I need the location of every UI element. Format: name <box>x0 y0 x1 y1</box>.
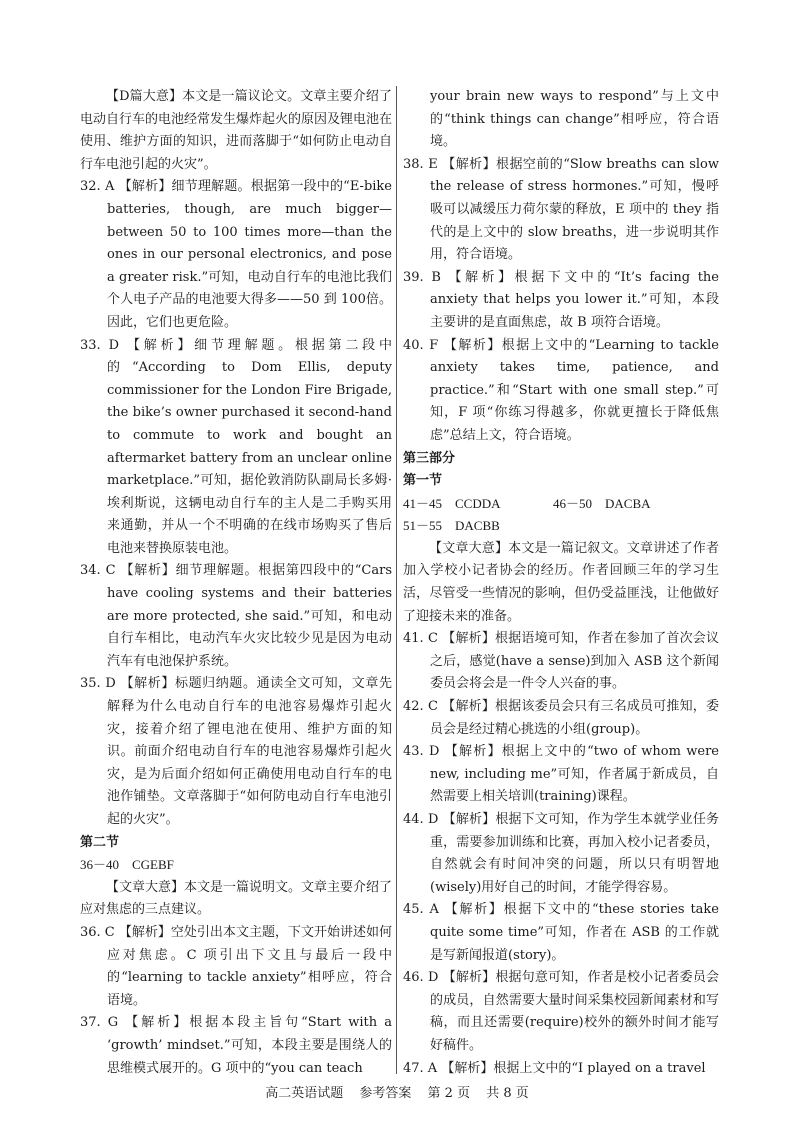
answer-41: 41. C 【解析】根据语境可知，作者在参加了首次会议之后，感觉(have a sense)到加入 ASB 这个新闻委员会将会是一件令人兴奋的事。 <box>403 631 719 692</box>
answer-42: 42. C 【解析】根据该委员会只有三名成员可推知，委员会是经过精心挑选的小组(group)。 <box>403 699 719 737</box>
answer-37: 37. G 【解析】根据本段主旨句“Start with a ‘growth’ mindset.”可知，本段主要是围绕人的思维模式展开的。G 项中的“you can teach <box>80 1015 392 1076</box>
answer-34: 34. C 【解析】细节理解题。根据第四段中的“Cars have cooling systems and their batteries are more protected, she said.”可知，和电动自行车相比，电动汽车火灾比较少见是因为电动汽车有电池保护系统。 <box>80 563 392 669</box>
answer-45: 45. A 【解析】根据下文中的“these stories take quite some time”可知，作者在 ASB 的工作就是写新闻报道(story)。 <box>403 902 719 963</box>
section-2-heading: 第二节 <box>80 834 120 850</box>
answer-38: 38. E 【解析】根据空前的“Slow breaths can slow the release of stress hormones.”可知，慢呼吸可以减缓压力荷尔蒙的释放，E 项中的 they 指代的是上文中的 slow breaths，进一步说明其作用，符合语境。 <box>403 156 719 263</box>
answer-37-continued: your brain new ways to respond”与上文中的“think things can change”相呼应，符合语境。 <box>430 89 719 150</box>
footer-total-pages: 共 8 页 <box>486 1086 529 1101</box>
column-divider <box>396 86 397 1074</box>
part-3-heading: 第三部分 <box>403 450 456 466</box>
passage-d-summary: 【D篇大意】本文是一篇议论文。文章主要介绍了电动自行车的电池经常发生爆炸起火的原因及锂电池在使用、维护方面的知识，进而落脚于“如何防止电动自行车电池引起的火灾”。 <box>80 89 393 172</box>
answer-key-46-50: 46－50 DACBA <box>553 495 651 511</box>
answer-47: 47. A 【解析】根据上文中的“I played on a travel <box>403 1060 706 1076</box>
left-column <box>80 86 392 1080</box>
answer-key-51-55: 51－55 DACBB <box>403 518 500 534</box>
answer-32: 32. A 【解析】细节理解题。根据第一段中的“E-bike batteries, though, are much bigger—between 50 to 100 times more—than the ones in our personal electronics, and pose a greater risk.”可知，电动自行车的电池比我们个人电子产品的电池要大得多——50 到 100倍。因此，它们也更危险。 <box>80 179 392 330</box>
answer-key-36-40: 36－40 CGEBF <box>80 857 174 873</box>
answer-39: 39. B 【解析】根据下文中的“It’s facing the anxiety that helps you lower it.”可知，本段主要讲的是直面焦虑，故 B 项符合语境。 <box>403 269 719 330</box>
answer-key-41-45: 41－45 CCDDA <box>403 495 501 511</box>
answer-35: 35. D 【解析】标题归纳题。通读全文可知，文章先解释为什么电动自行车的电池容易爆炸引起火灾，接着介绍了锂电池在使用、维护方面的知识。前面介绍电动自行车的电池容易爆炸引起火灾，是为后面介绍如何正确使用电动自行车的电池作铺垫。文章落脚于“如何防电动自行车电池引起的火灾”。 <box>80 676 392 827</box>
answer-40: 40. F 【解析】根据上文中的“Learning to tackle anxiety takes time, patience, and practice.”和“Start with one small step.”可知，F 项“你练习得越多，你就更擅长于降低焦虑”总结上文，符合语境。 <box>403 337 719 443</box>
answer-44: 44. D 【解析】根据下文可知，作为学生本就学业任务重，需要参加训练和比赛，再加入校小记者委员，自然就会有时间冲突的问题，所以只有明智地(wisely)用好自己的时间，才能学得容易。 <box>403 812 719 895</box>
footer-page-number: 第 2 页 <box>427 1086 471 1101</box>
answer-36: 36. C 【解析】空处引出本文主题，下文开始讲述如何应对焦虑。C 项引出下文且与最后一段中的“learning to tackle anxiety”相呼应，符合语境。 <box>80 924 392 1008</box>
footer-subtitle: 参考答案 <box>359 1086 412 1101</box>
answer-43: 43. D 【解析】根据上文中的“two of whom were new, including me”可知，作者属于新成员，自然需要上相关培训(training)课程。 <box>403 744 719 805</box>
passage-3-summary: 【文章大意】本文是一篇记叙文。文章讲述了作者加入学校小记者协会的经历。作者回顾三年的学习生活，尽管受一些情况的影响，但仍受益匪浅，让他做好了迎接未来的准备。 <box>403 540 719 624</box>
right-column <box>403 86 719 1080</box>
answer-46: 46. D 【解析】根据句意可知，作者是校小记者委员会的成员，自然需要大量时间采集校园新闻素材和写稿，而且还需要(require)校外的额外时间才能写好稿件。 <box>403 970 719 1053</box>
footer-title: 高二英语试题 <box>265 1086 344 1101</box>
section-1-heading: 第一节 <box>403 473 443 489</box>
passage-2-summary: 【文章大意】本文是一篇说明文。文章主要介绍了应对焦虑的三点建议。 <box>80 879 393 918</box>
answer-key-41-50 <box>403 493 719 516</box>
page-footer <box>0 1082 794 1101</box>
answer-33: 33. D 【解析】细节理解题。根据第二段中的“According to Dom Ellis, deputy commissioner for the London Fire Brigade, the bike’s owner purchased it second-hand to commute to work and bought an aftermarket battery from an unclear online marketplace.”可知，据伦敦消防队副局长多姆·埃利斯说，这辆电动自行车的主人是二手购买用来通勤，并从一个不明确的在线市场购买了售后电池来替换原装电池。 <box>80 337 392 556</box>
